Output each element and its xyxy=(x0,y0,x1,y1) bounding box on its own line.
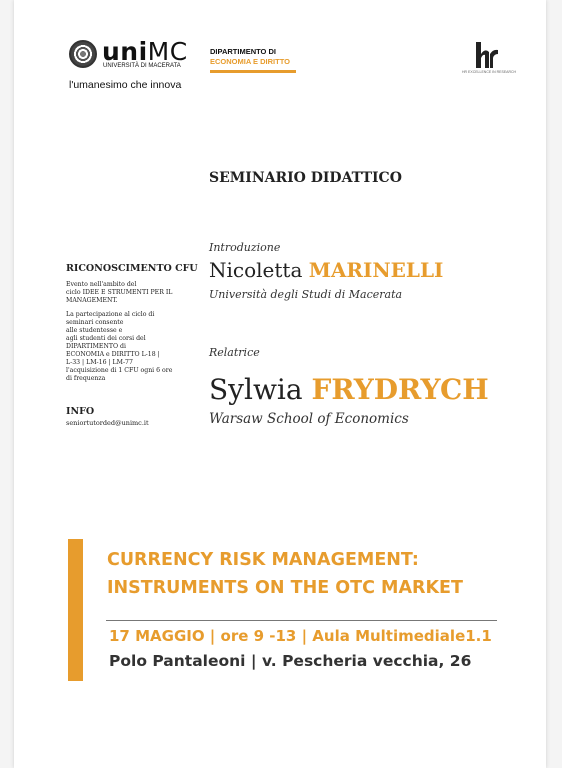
department-label: DIPARTIMENTO DI xyxy=(210,47,276,56)
seminar-title: SEMINARIO DIDATTICO xyxy=(209,170,402,186)
cfu-recognition-text xyxy=(66,281,196,389)
hr-excellence-logo xyxy=(462,40,517,80)
accent-bar xyxy=(68,539,83,681)
university-seal-icon xyxy=(69,40,97,68)
main-speaker-name: Sylwia FRYDRYCH xyxy=(209,373,489,406)
department-name: ECONOMIA E DIRITTO xyxy=(210,57,291,66)
main-speaker-affiliation: Warsaw School of Economics xyxy=(209,411,409,427)
info-email-link[interactable]: seniortutorded@unimc.it xyxy=(66,419,149,427)
department-underline xyxy=(210,70,296,73)
event-title: CURRENCY RISK MANAGEMENT: INSTRUMENTS ON THE OTC MARKET xyxy=(107,550,463,598)
cfu-paragraph-2: La partecipazione al ciclo di seminari consente alle studentesse e agli studenti dei corsi del DIPARTIMENTO di ECONOMIA e DIRITTO L-18 | L-33 | LM-16 | LM-77 l'acquisizione di 1 CFU ogni 6 ore di frequenza xyxy=(66,311,173,382)
hr-caption: HR EXCELLENCE IN RESEARCH xyxy=(462,70,517,74)
poster-page xyxy=(14,0,546,768)
tagline: l'umanesimo che innova xyxy=(69,79,182,91)
speaker-role-label: Relatrice xyxy=(209,346,260,359)
unimc-wordmark: uniMC xyxy=(102,37,188,66)
intro-speaker-name: Nicoletta MARINELLI xyxy=(209,258,444,282)
cfu-recognition-title: RICONOSCIMENTO CFU xyxy=(66,263,198,274)
hr-excellence-icon xyxy=(472,40,502,70)
university-name: UNIVERSITÀ DI MACERATA xyxy=(103,63,181,69)
department-logo xyxy=(210,47,296,73)
intro-speaker-affiliation: Università degli Studi di Macerata xyxy=(209,288,403,301)
info-title: INFO xyxy=(66,406,95,417)
event-location: Polo Pantaleoni | v. Pescheria vecchia, 26 xyxy=(109,652,472,670)
cfu-paragraph-1: Evento nell'ambito del ciclo IDEE E STRUMENTI PER IL MANAGEMENT. xyxy=(66,281,173,304)
divider xyxy=(106,620,497,621)
intro-role-label: Introduzione xyxy=(209,241,281,254)
event-date-time-room: 17 MAGGIO | ore 9 -13 | Aula Multimediale1.1 xyxy=(109,627,492,645)
